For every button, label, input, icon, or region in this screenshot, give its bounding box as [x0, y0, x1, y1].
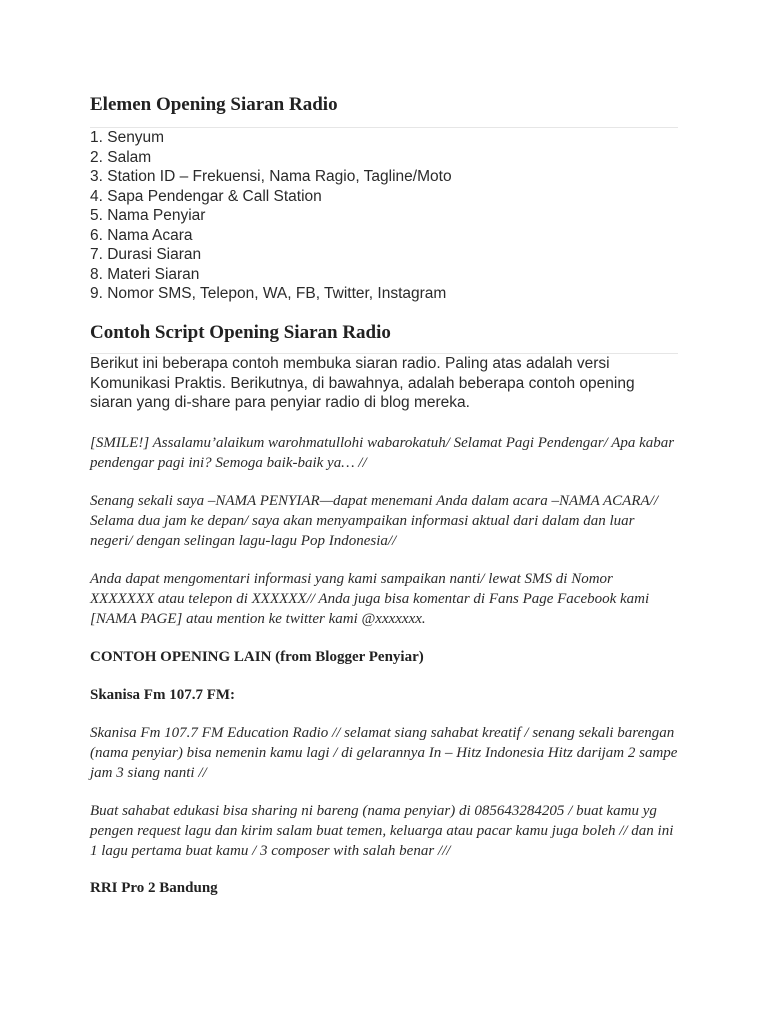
station-name-rri: RRI Pro 2 Bandung [90, 880, 218, 896]
section-heading-contoh-script: Contoh Script Opening Siaran Radio [90, 322, 391, 343]
script-paragraph: [SMILE!] Assalamu’alaikum warohmatullohi wabarokatuh/ Selamat Pagi Pendengar/ Apa kabar pendengar pagi ini? Semoga baik-baik ya… // [90, 435, 675, 471]
station-name-skanisa: Skanisa Fm 107.7 FM: [90, 687, 236, 703]
intro-paragraph: Berikut ini beberapa contoh membuka siaran radio. Paling atas adalah versi Komunikasi Praktis. Berikutnya, di bawahnya, adalah beberapa contoh opening siaran yang di-share para penyiar radio di blog mereka. [90, 355, 635, 411]
script-paragraph: Anda dapat mengomentari informasi yang kami sampaikan nanti/ lewat SMS di Nomor XXXXXXX atau telepon di XXXXXX// Anda juga bisa komentar di Fans Page Facebook kami [NAMA PAGE] atau mention ke twitter kami @xxxxxxx. [90, 571, 650, 627]
station-script-paragraph: Buat sahabat edukasi bisa sharing ni bareng (nama penyiar) di 085643284205 / buat kamu yg pengen request lagu dan kirim salam buat temen, keluarga atau pacar kamu juga boleh // dan ini 1 lagu pertama buat kamu / 3 composer with salah benar /// [90, 803, 674, 859]
script-paragraph: Senang sekali saya –NAMA PENYIAR—dapat menemani Anda dalam acara –NAMA ACARA// Selama dua jam ke depan/ saya akan menyampaikan informasi aktual dari dalam dan luar negeri/ dengan selingan lagu-lagu Pop Indonesia// [90, 493, 659, 549]
list-item: 5. Nama Penyiar [90, 207, 206, 224]
list-item: 3. Station ID – Frekuensi, Nama Ragio, Tagline/Moto [90, 168, 452, 185]
list-item: 6. Nama Acara [90, 226, 193, 244]
list-item: 4. Sapa Pendengar & Call Station [90, 187, 322, 205]
station-script-paragraph: Skanisa Fm 107.7 FM Education Radio // selamat siang sahabat kreatif / senang sekali barengan (nama penyiar) bisa nemenin kamu lagi / di gelarannya In – Hitz Indonesia Hitz darijam 2 sampe jam 3 siang nanti // [90, 725, 678, 781]
subheading-other-openings: CONTOH OPENING LAIN (from Blogger Penyiar) [90, 649, 424, 665]
list-item: 2. Salam [90, 148, 152, 166]
list-item: 1. Senyum [90, 129, 165, 146]
list-item: 7. Durasi Siaran [90, 246, 202, 263]
section-heading-elemen-opening: Elemen Opening Siaran Radio [90, 94, 338, 115]
elements-list [90, 128, 452, 304]
list-item: 9. Nomor SMS, Telepon, WA, FB, Twitter, Instagram [90, 285, 447, 302]
list-item: 8. Materi Siaran [90, 265, 200, 283]
